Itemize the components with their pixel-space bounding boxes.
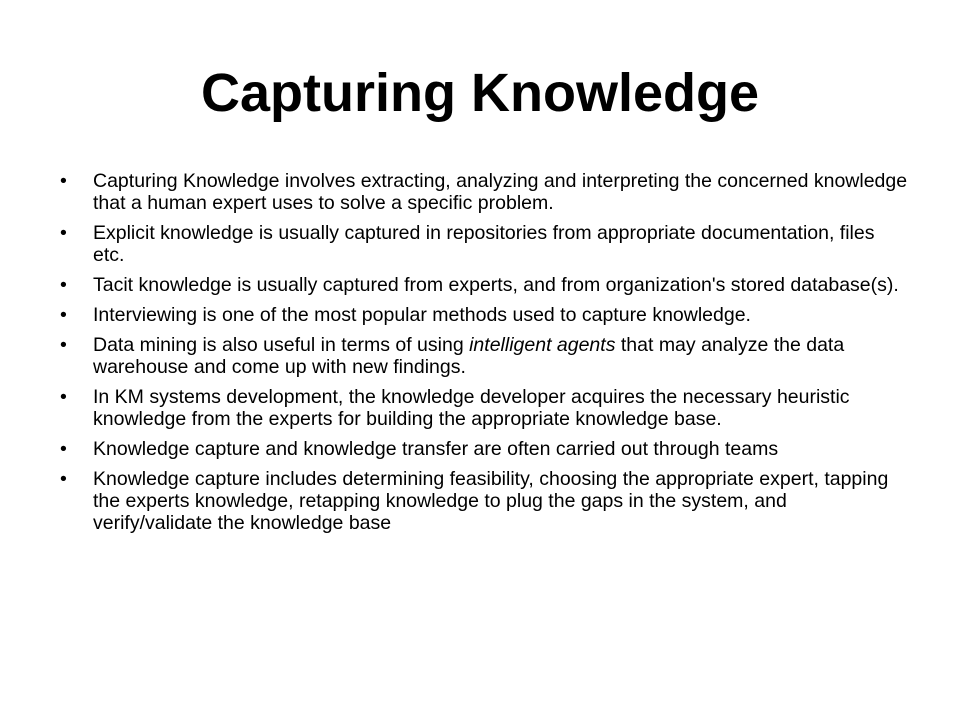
bullet-text-start: Data mining is also useful in terms of using	[93, 334, 470, 356]
bullet-item	[60, 274, 910, 296]
bullet-item	[60, 468, 910, 534]
bullet-text: Capturing Knowledge involves extracting, analyzing and interpreting the concerned knowledge that a human expert uses to solve a specific problem.	[93, 170, 908, 214]
bullet-text: Tacit knowledge is usually captured from experts, and from organization's stored database(s).	[93, 274, 899, 296]
bullet-text-end: that may analyze the data warehouse and come up with new findings.	[93, 334, 845, 378]
bullet-glyph: •	[60, 304, 67, 326]
bullet-item	[60, 334, 910, 378]
bullet-item	[60, 438, 910, 460]
bullet-text: In KM systems development, the knowledge developer acquires the necessary heuristic knowledge from the experts for building the appropriate knowledge base.	[93, 386, 850, 430]
bullet-text: Interviewing is one of the most popular methods used to capture knowledge.	[93, 304, 751, 326]
bullet-glyph: •	[60, 386, 67, 408]
bullet-glyph: •	[60, 274, 67, 296]
bullet-item	[60, 170, 910, 214]
bullet-item	[60, 222, 910, 266]
slide-title: Capturing Knowledge	[201, 63, 759, 123]
bullet-glyph: •	[60, 170, 67, 192]
bullet-glyph: •	[60, 438, 67, 460]
bullet-text: Knowledge capture and knowledge transfer are often carried out through teams	[93, 438, 779, 460]
bullet-item	[60, 386, 910, 430]
bullet-text: Knowledge capture includes determining feasibility, choosing the appropriate expert, tapping the experts knowledge, retapping knowledge to plug the gaps in the system, and verify/validate the knowledge base	[93, 468, 889, 534]
bullet-item	[60, 304, 910, 326]
bullet-glyph: •	[60, 334, 67, 356]
bullet-glyph: •	[60, 468, 67, 490]
bullet-glyph: •	[60, 222, 67, 244]
bullet-text: Explicit knowledge is usually captured in repositories from appropriate documentation, files etc.	[93, 222, 875, 266]
bullet-list	[60, 170, 910, 542]
bullet-text-emphasis: intelligent agents	[469, 334, 616, 356]
